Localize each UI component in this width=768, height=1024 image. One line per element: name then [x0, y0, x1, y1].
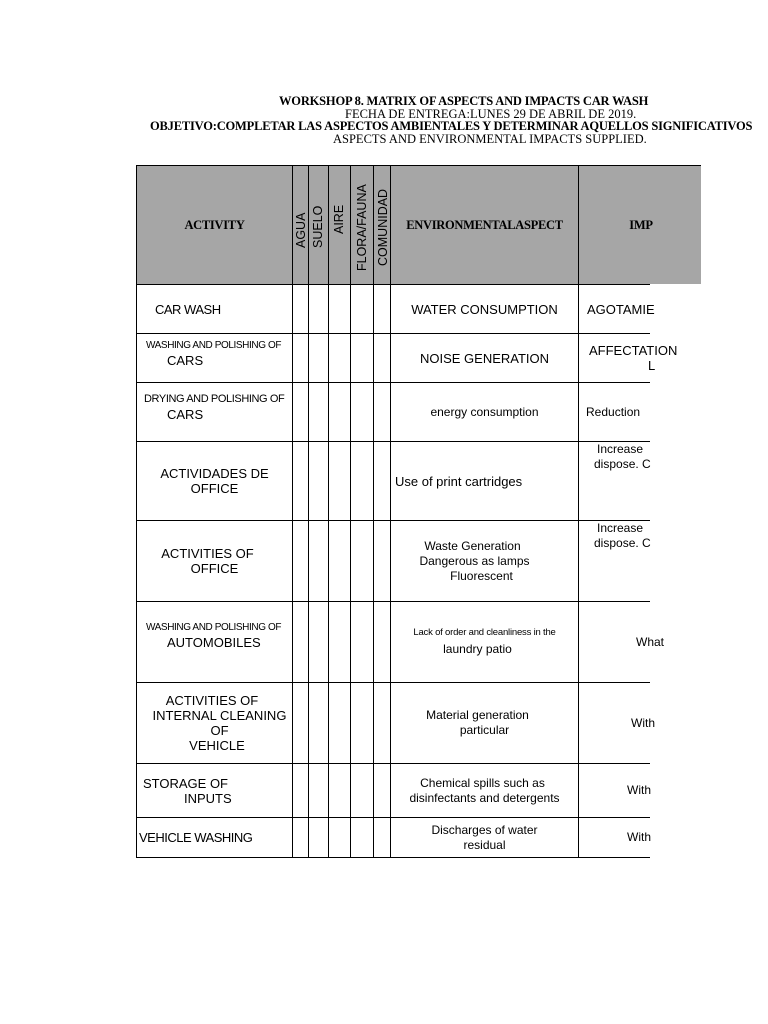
grid-line	[136, 857, 650, 858]
row-8-activity: STORAGE OF INPUTS	[143, 775, 232, 806]
row-6-impact: What	[636, 634, 665, 649]
row-5-activity: ACTIVITIES OF OFFICE	[161, 546, 254, 576]
header-comunidad: COMUNIDAD	[376, 188, 390, 266]
grid-line	[308, 165, 309, 858]
row-1-activity: CAR WASH	[155, 301, 221, 317]
document-title: WORKSHOP 8. MATRIX OF ASPECTS AND IMPACTS CAR WASH	[279, 94, 649, 108]
row-9-impact: With	[627, 830, 651, 844]
header-agua: AGUA	[294, 212, 308, 248]
header-flora-fauna: FLORA/FAUNA	[355, 184, 369, 271]
row-9-activity: VEHICLE WASHING	[139, 830, 253, 845]
grid-line	[136, 601, 650, 602]
row-7-aspect: Material generation particular	[426, 708, 529, 737]
row-2-activity: WASHING AND POLISHING OF CARS	[146, 340, 282, 368]
header-environmental-aspect: ENVIRONMENTALASPECT	[406, 217, 563, 232]
objective: OBJETIVO:COMPLETAR LAS ASPECTOS AMBIENTALES Y DETERMINAR AQUELLOS SIGNIFICATIVOS	[150, 119, 753, 133]
row-3-activity: DRYING AND POLISHING OF CARS	[144, 393, 285, 422]
row-2-aspect: NOISE GENERATION	[419, 350, 550, 366]
grid-line	[350, 165, 351, 858]
row-7-impact: With	[631, 715, 655, 730]
row-5-aspect: Waste Generation Dangerous as lamps Fluorescent	[419, 538, 530, 583]
row-4-aspect: Use of print cartridges	[395, 473, 523, 489]
row-2-impact: AFFECTATION L	[589, 343, 678, 373]
delivery-date: FECHA DE ENTREGA:LUNES 29 DE ABRIL DE 2019.	[345, 107, 637, 121]
subtitle: ASPECTS AND ENVIRONMENTAL IMPACTS SUPPLIED.	[333, 132, 647, 146]
row-1-aspect: WATER CONSUMPTION	[411, 301, 558, 317]
row-3-aspect: energy consumption	[430, 404, 539, 419]
row-4-impact: Increase dispose. C	[594, 442, 651, 471]
row-8-aspect: Chemical spills such as disinfectants and detergents	[409, 775, 560, 805]
header-impact: IMP	[629, 217, 653, 232]
row-8-impact: With	[627, 783, 651, 797]
row-5-impact: Increase dispose. C	[594, 521, 651, 550]
row-7-activity: ACTIVITIES OF INTERNAL CLEANING OF VEHICLE	[152, 693, 287, 753]
header-suelo: SUELO	[311, 205, 325, 248]
header-activity: ACTIVITY	[184, 217, 245, 232]
row-6-activity: WASHING AND POLISHING OF AUTOMOBILES	[146, 622, 282, 650]
header-aire: AIRE	[332, 204, 346, 234]
row-6-aspect: Lack of order and cleanliness in the laundry patio	[413, 627, 556, 656]
row-3-impact: Reduction	[586, 404, 641, 419]
grid-line	[373, 165, 374, 858]
grid-line	[328, 165, 329, 858]
row-1-impact: AGOTAMIE	[587, 301, 655, 317]
row-4-activity: ACTIVIDADES DE OFFICE	[160, 466, 269, 496]
row-9-aspect: Discharges of water residual	[431, 822, 538, 852]
